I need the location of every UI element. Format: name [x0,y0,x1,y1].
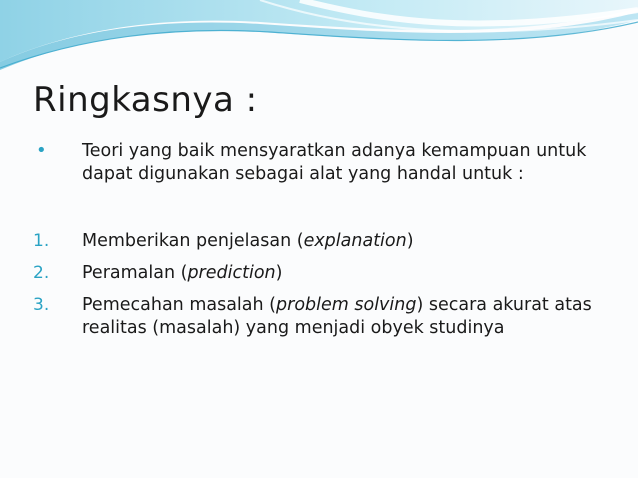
number-marker: 2. [33,263,50,283]
text-part: Pemecahan masalah ( [82,295,277,315]
text-part: ) [406,231,414,251]
bullet-marker: • [36,140,47,161]
number-marker: 1. [33,231,50,251]
number-marker: 3. [33,295,50,315]
text-italic-part: problem solving [276,295,417,315]
list-item-text [82,230,602,253]
text-part: ) secara akurat atas realitas (masalah) yang menjadi obyek studinya [82,295,592,338]
text-part: ) [275,263,283,283]
text-part: Peramalan ( [82,263,188,283]
list-item-text [82,262,602,285]
text-part: Teori yang baik mensyaratkan adanya kemampuan untuk dapat digunakan sebagai alat yang handal untuk : [82,141,587,184]
list-item-text [82,294,602,340]
list-item-text [82,140,602,186]
text-italic-part: prediction [187,263,276,283]
slide-title: Ringkasnya : [33,80,258,120]
text-italic-part: explanation [303,231,407,251]
header-wave-decoration [0,0,638,80]
text-part: Memberikan penjelasan ( [82,231,304,251]
